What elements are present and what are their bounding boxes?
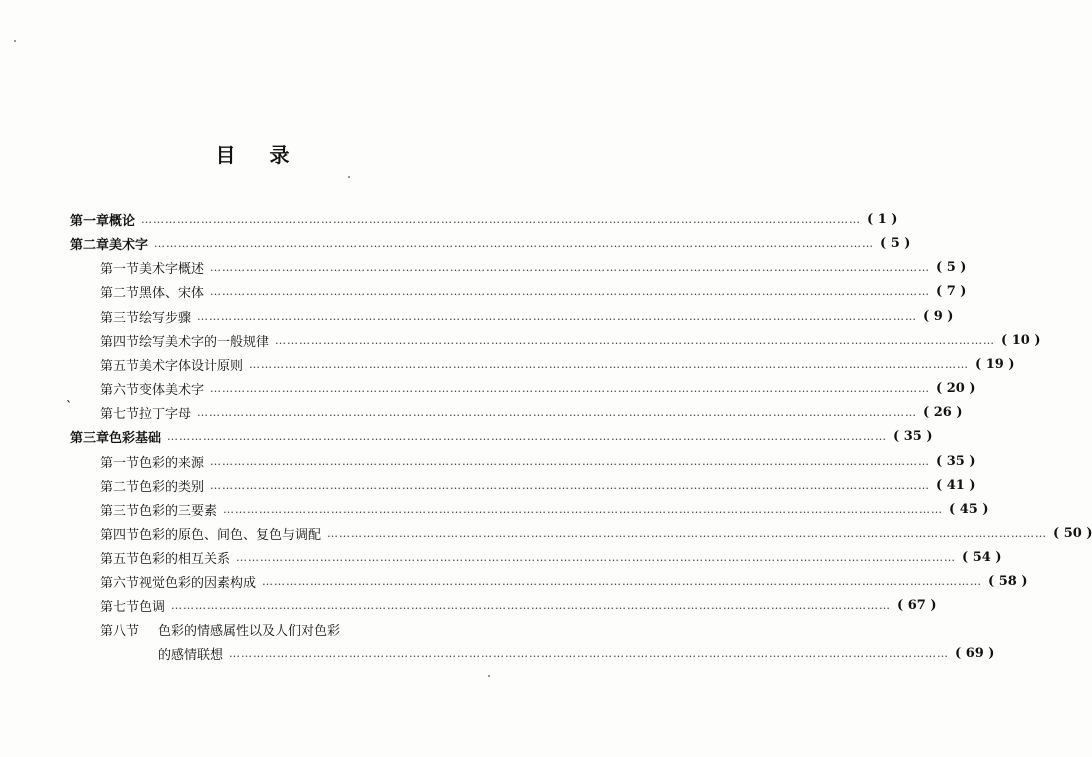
- toc-entry: [100, 450, 976, 472]
- page-number: ( 45 ): [949, 501, 989, 517]
- toc-entry: [100, 594, 937, 616]
- toc-entry: [100, 570, 1028, 592]
- entry-title: 美术字体设计原则: [139, 358, 244, 374]
- page-number: ( 35 ): [936, 453, 976, 469]
- entry-number: 第五节: [100, 551, 140, 567]
- toc-entry: [158, 642, 995, 664]
- entry-title: 色彩的情感属性以及人们对色彩: [158, 623, 341, 639]
- entry-number: 第七节: [100, 406, 140, 422]
- leader-dots: ………………………………………………………………………………………………………………………………………………………………: [327, 526, 1048, 540]
- scan-speck: [488, 675, 490, 677]
- entry-number: 第一节: [100, 261, 140, 277]
- toc-entry: [70, 208, 898, 230]
- page-number: ( 20 ): [936, 380, 976, 396]
- leader-dots: ………………………………………………………………………………………………………………………………………………………………: [171, 598, 892, 612]
- toc-entry: [100, 305, 954, 327]
- page-number: ( 19 ): [975, 356, 1015, 372]
- entry-number: 第五节: [100, 358, 140, 374]
- entry-title: 视觉色彩的因素构成: [139, 575, 257, 591]
- leader-dots: ………………………………………………………………………………………………………………………………………………………………: [210, 454, 931, 468]
- toc-entry: [100, 377, 976, 399]
- leader-dots: ………………………………………………………………………………………………………………………………………………………………: [223, 502, 944, 516]
- toc-entry: [100, 498, 989, 520]
- toc-entry: [100, 329, 1041, 351]
- entry-title: 色彩的类别: [139, 479, 205, 495]
- entry-number: 第二节: [100, 479, 140, 495]
- toc-entry: [100, 522, 1092, 544]
- leader-dots: ………………………………………………………………………………………………………………………………………………………………: [210, 284, 931, 298]
- entry-title: 色彩的相互关系: [139, 551, 231, 567]
- entry-number: 第三章: [70, 430, 110, 446]
- toc-entry: [100, 256, 967, 278]
- page-number: ( 69 ): [955, 645, 995, 661]
- leader-dots: ………………………………………………………………………………………………………………………………………………………………: [154, 236, 875, 250]
- entry-number: 第一章: [70, 213, 110, 229]
- leader-dots: ………………………………………………………………………………………………………………………………………………………………: [210, 478, 931, 492]
- entry-number: 第八节: [100, 623, 140, 639]
- page-number: ( 5 ): [880, 235, 911, 251]
- page-number: ( 7 ): [936, 283, 967, 299]
- page-number: ( 5 ): [936, 259, 967, 275]
- page-number: ( 50 ): [1053, 525, 1092, 541]
- page-number: ( 35 ): [893, 428, 933, 444]
- entry-title: 绘写美术字的一般规律: [139, 334, 270, 350]
- entry-number: 第一节: [100, 455, 140, 471]
- toc-entry: [100, 618, 454, 640]
- entry-title: 概论: [109, 213, 136, 229]
- leader-dots: ………………………………………………………………………………………………………………………………………………………………: [249, 357, 970, 371]
- entry-title: 色彩的来源: [139, 455, 205, 471]
- toc-entry: [100, 353, 1015, 375]
- page-number: ( 1 ): [867, 211, 898, 227]
- entry-title: 美术字: [109, 237, 149, 253]
- entry-number: 第二节: [100, 285, 140, 301]
- toc-entry: [100, 546, 1002, 568]
- page-number: ( 9 ): [923, 308, 954, 324]
- entry-title: 绘写步骤: [139, 310, 192, 326]
- leader-dots: ………………………………………………………………………………………………………………………………………………………………: [275, 333, 996, 347]
- entry-title: 的感情联想: [158, 647, 224, 663]
- toc-entry: [100, 280, 967, 302]
- scan-speck: [348, 176, 350, 178]
- entry-number: 第三节: [100, 503, 140, 519]
- leader-dots: ………………………………………………………………………………………………………………………………………………………………: [197, 309, 918, 323]
- page-title: 目录: [215, 143, 324, 167]
- leader-dots: ………………………………………………………………………………………………………………………………………………………………: [167, 429, 888, 443]
- leader-dots: ………………………………………………………………………………………………………………………………………………………………: [197, 405, 918, 419]
- entry-number: 第四节: [100, 527, 140, 543]
- page-number: ( 54 ): [962, 549, 1002, 565]
- toc-entry: [70, 425, 933, 447]
- scan-speck: [14, 40, 16, 42]
- entry-title: 色彩基础: [109, 430, 162, 446]
- toc-entry: [100, 474, 976, 496]
- page-number: ( 67 ): [897, 597, 937, 613]
- entry-title: 色彩的原色、间色、复色与调配: [139, 527, 322, 543]
- entry-title: 拉丁字母: [139, 406, 192, 422]
- leader-dots: ………………………………………………………………………………………………………………………………………………………………: [262, 574, 983, 588]
- leader-dots: ………………………………………………………………………………………………………………………………………………………………: [210, 381, 931, 395]
- toc-entry: [100, 401, 963, 423]
- entry-title: 美术字概述: [139, 261, 205, 277]
- leader-dots: ………………………………………………………………………………………………………………………………………………………………: [210, 260, 931, 274]
- entry-title: 变体美术字: [139, 382, 205, 398]
- entry-number: 第七节: [100, 599, 140, 615]
- entry-number: 第六节: [100, 575, 140, 591]
- leader-dots: ………………………………………………………………………………………………………………………………………………………………: [236, 550, 957, 564]
- leader-dots: ………………………………………………………………………………………………………………………………………………………………: [229, 646, 950, 660]
- entry-number: 第四节: [100, 334, 140, 350]
- page-number: ( 26 ): [923, 404, 963, 420]
- leader-dots: ………………………………………………………………………………………………………………………………………………………………: [141, 212, 862, 226]
- page-number: ( 10 ): [1001, 332, 1041, 348]
- entry-number: 第三节: [100, 310, 140, 326]
- page-number: ( 41 ): [936, 477, 976, 493]
- stray-mark: ˋ: [66, 399, 72, 413]
- toc-entry: [70, 232, 911, 254]
- entry-title: 黑体、宋体: [139, 285, 205, 301]
- entry-title: 色调: [139, 599, 166, 615]
- entry-title: 色彩的三要素: [139, 503, 218, 519]
- page-number: ( 58 ): [988, 573, 1028, 589]
- entry-number: 第二章: [70, 237, 110, 253]
- entry-number: 第六节: [100, 382, 140, 398]
